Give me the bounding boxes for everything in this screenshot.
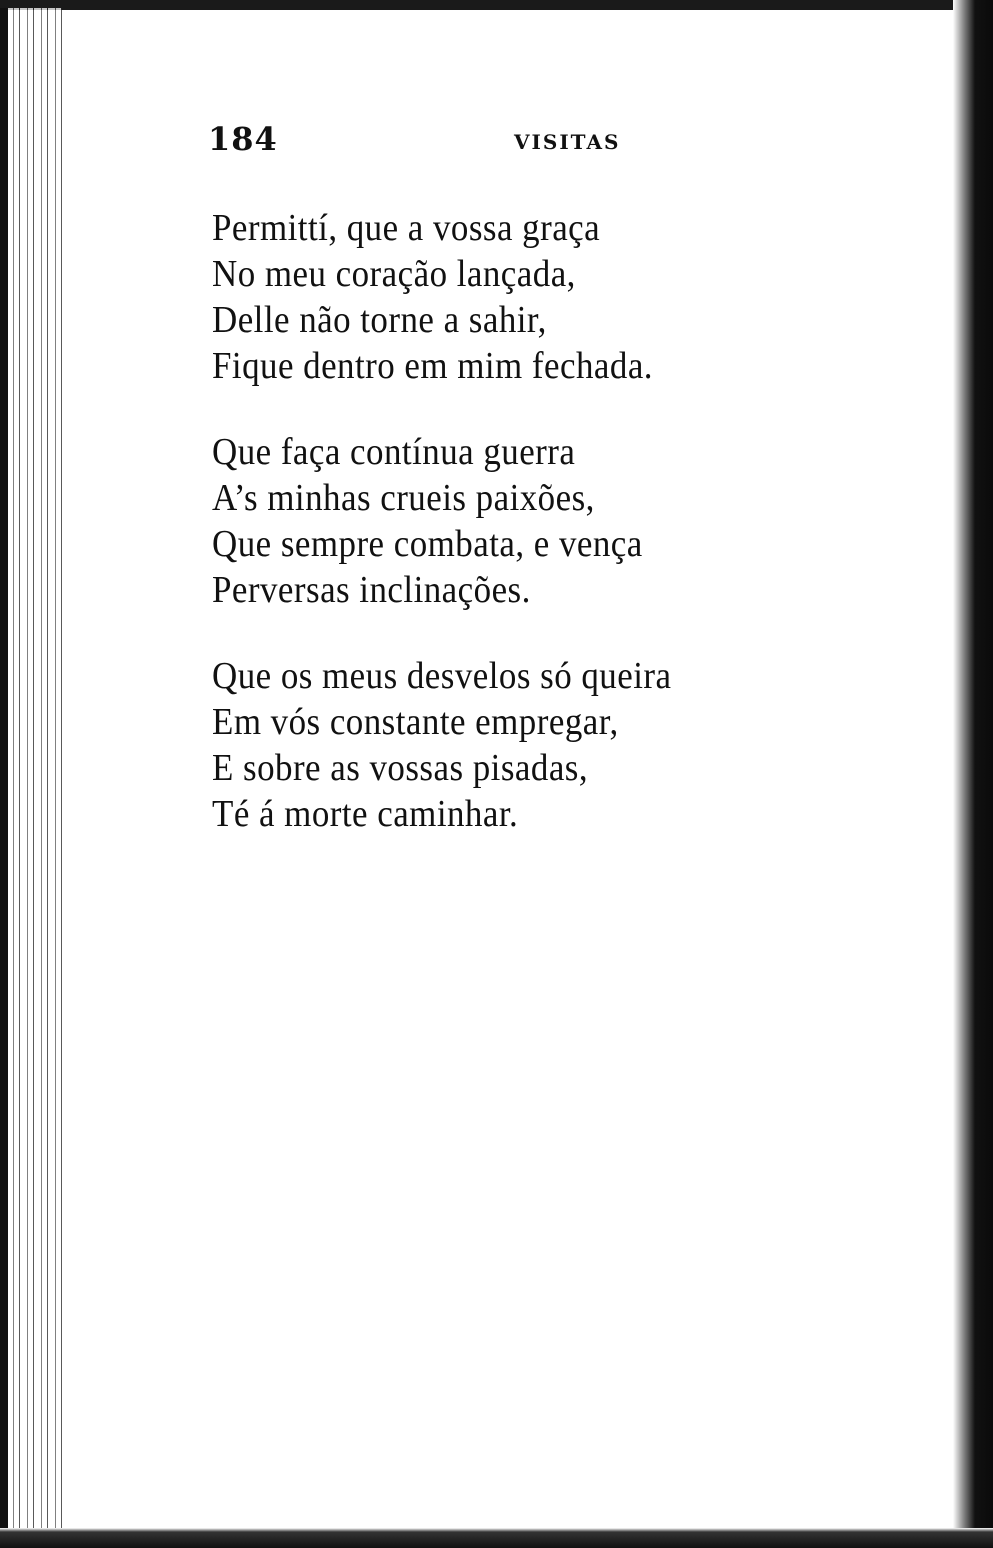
verse-line: Perversas inclinações. <box>212 569 531 611</box>
verse-line: Em vós constante empregar, <box>212 701 619 743</box>
verse-line: Té á morte caminhar. <box>212 793 519 835</box>
scan-top-edge <box>0 0 960 10</box>
verse-line: Que sempre combata, e vença <box>212 523 643 565</box>
stanza-3 <box>212 653 792 837</box>
page-number: 184 <box>208 120 278 158</box>
verse-line: Que faça contínua guerra <box>212 431 576 473</box>
verse-line: No meu coração lançada, <box>212 253 576 295</box>
page-header <box>208 120 648 160</box>
verse-line: Delle não torne a sahir, <box>212 299 547 341</box>
stanza-2 <box>212 429 792 613</box>
book-spine-shadow <box>0 8 8 1533</box>
verse-line: Fique dentro em mim fechada. <box>212 345 654 387</box>
verse-line: Que os meus desvelos só queira <box>212 655 672 697</box>
stanza-1 <box>212 205 792 389</box>
scan-right-edge <box>953 0 993 1548</box>
verse-line: E sobre as vossas pisadas, <box>212 747 589 789</box>
scan-bottom-edge <box>0 1528 993 1548</box>
book-spine-edge <box>0 8 62 1533</box>
verse-line: A’s minhas crueis paixões, <box>212 477 595 519</box>
verse-line: Permittí, que a vossa graça <box>212 207 601 249</box>
poem <box>212 205 792 877</box>
running-title: VISITAS <box>514 130 621 154</box>
